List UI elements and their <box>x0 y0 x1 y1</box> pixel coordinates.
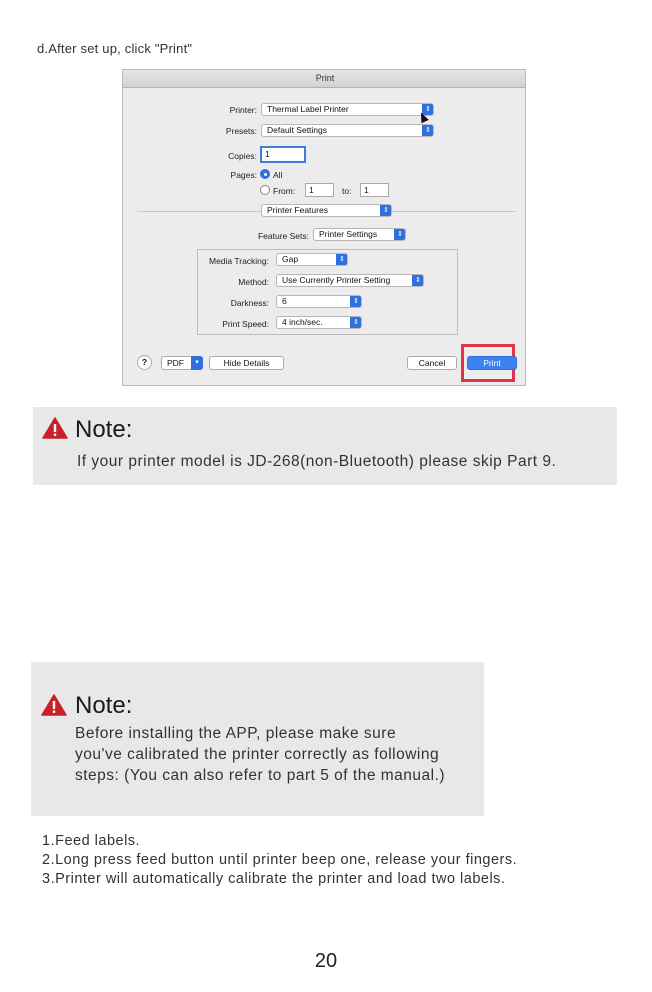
chevron-updown-icon: ⇕ <box>380 204 392 217</box>
pdf-menu-button[interactable]: PDF ▾ <box>161 356 203 370</box>
dialog-title: Print <box>123 70 526 88</box>
hide-details-button[interactable]: Hide Details <box>209 356 284 370</box>
pages-from-label: From: <box>273 186 296 196</box>
presets-label: Presets: <box>225 126 257 136</box>
note-text: If your printer model is JD-268(non-Bluetooth) please skip Part 9. <box>77 453 557 470</box>
copies-label: Copies: <box>228 151 257 161</box>
pages-range-radio[interactable] <box>260 185 270 195</box>
chevron-updown-icon: ⇕ <box>422 103 434 116</box>
method-label: Method: <box>238 277 269 287</box>
warning-icon <box>42 417 68 439</box>
pages-label: Pages: <box>230 170 257 180</box>
step-item: 3.Printer will automatically calibrate the printer and load two labels. <box>42 871 506 887</box>
section-select[interactable]: Printer Features ⇕ <box>261 204 392 217</box>
note-title: Note: <box>75 692 133 719</box>
note-line: you've calibrated the printer correctly as following <box>75 746 440 763</box>
pages-to-label: to: <box>342 186 352 196</box>
printer-select[interactable]: Thermal Label Printer ⇕ <box>261 103 434 116</box>
chevron-updown-icon: ⇕ <box>336 253 348 266</box>
chevron-updown-icon: ⇕ <box>422 124 434 137</box>
note-text <box>75 723 445 786</box>
feature-sets-select[interactable]: Printer Settings ⇕ <box>313 228 406 241</box>
printer-label: Printer: <box>229 105 257 115</box>
pages-from-input[interactable]: 1 <box>305 183 334 197</box>
chevron-down-icon: ▾ <box>191 356 203 370</box>
pages-all-label: All <box>273 170 283 180</box>
note-line: Before installing the APP, please make sure <box>75 725 397 742</box>
help-button[interactable]: ? <box>137 355 152 370</box>
step-title: d.After set up, click "Print" <box>37 41 193 56</box>
chevron-updown-icon: ⇕ <box>350 316 362 329</box>
print-speed-select[interactable]: 4 inch/sec. ⇕ <box>276 316 362 329</box>
pages-to-input[interactable]: 1 <box>360 183 389 197</box>
darkness-label: Darkness: <box>230 298 269 308</box>
media-tracking-label: Media Tracking: <box>209 256 269 266</box>
print-button[interactable]: Print <box>467 356 517 370</box>
method-select[interactable]: Use Currently Printer Setting ⇕ <box>276 274 424 287</box>
cancel-button[interactable]: Cancel <box>407 356 457 370</box>
chevron-updown-icon: ⇕ <box>350 295 362 308</box>
step-item: 1.Feed labels. <box>42 833 141 849</box>
chevron-updown-icon: ⇕ <box>412 274 424 287</box>
copies-input[interactable]: 1 <box>260 146 306 163</box>
media-tracking-select[interactable]: Gap ⇕ <box>276 253 348 266</box>
darkness-select[interactable]: 6 ⇕ <box>276 295 362 308</box>
chevron-updown-icon: ⇕ <box>394 228 406 241</box>
page-number: 20 <box>314 950 338 972</box>
calibration-steps <box>42 832 517 889</box>
print-speed-label: Print Speed: <box>222 319 269 329</box>
feature-sets-label: Feature Sets: <box>257 231 309 241</box>
note-title: Note: <box>75 416 133 443</box>
presets-select[interactable]: Default Settings ⇕ <box>261 124 434 137</box>
print-dialog <box>122 69 526 386</box>
step-item: 2.Long press feed button until printer beep one, release your fingers. <box>42 852 518 868</box>
note-line: steps: (You can also refer to part 5 of the manual.) <box>75 767 446 784</box>
warning-icon <box>41 694 67 716</box>
pages-all-radio[interactable] <box>260 169 270 179</box>
